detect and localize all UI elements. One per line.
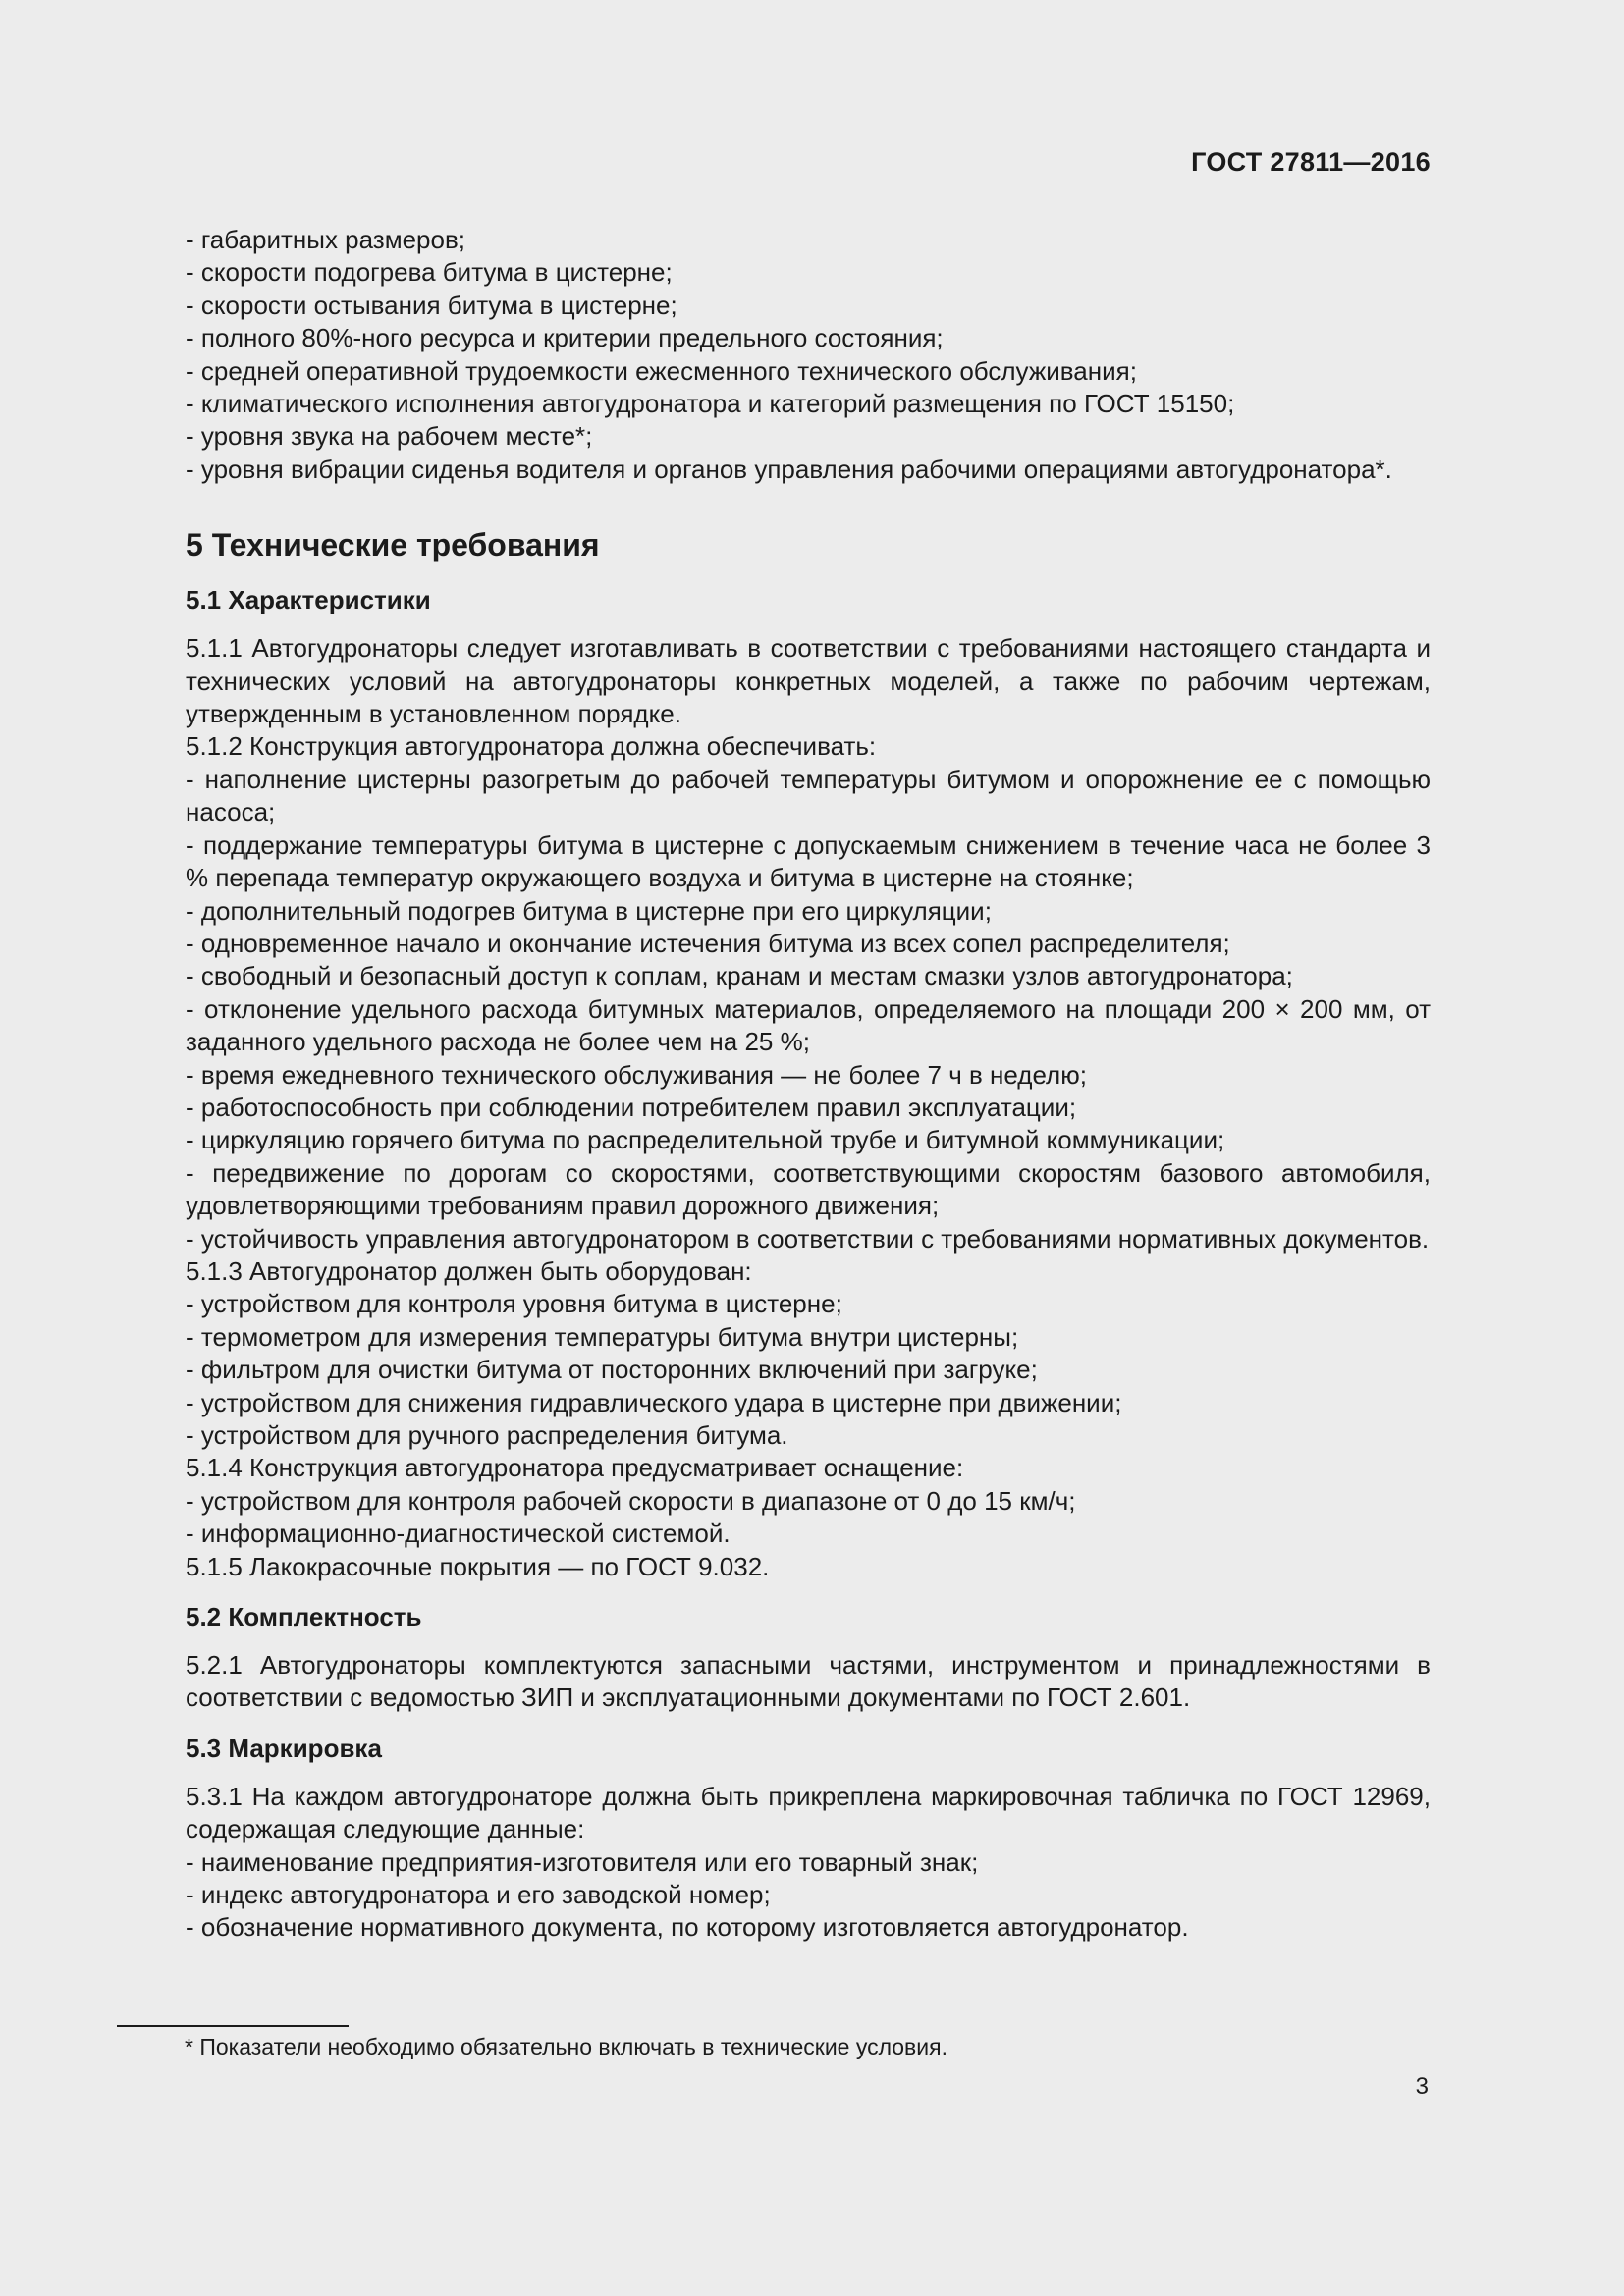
footnote: * Показатели необходимо обязательно включать в технические условия. <box>185 2034 947 2059</box>
paragraph: 5.1.5 Лакокрасочные покрытия — по ГОСТ 9.032. <box>186 1551 770 1581</box>
list-item: - термометром для измерения температуры битума внутри цистерны; <box>186 1321 1019 1352</box>
paragraph: 5.1.2 Конструкция автогудронатора должна обеспечивать: <box>186 731 877 762</box>
list-item: - устройством для ручного распределения битума. <box>186 1420 788 1450</box>
list-item: - поддержание температуры битума в цистерне с допускаемым снижением в течение часа не более 3 % перепада температур окружающего воздуха и битума в цистерне на стоянке; <box>186 829 1431 893</box>
list-item: - время ежедневного технического обслуживания — не более 7 ч в неделю; <box>186 1059 1087 1090</box>
list-item: - наименование предприятия-изготовителя или его товарный знак; <box>186 1846 979 1877</box>
paragraph: 5.1.1 Автогудронаторы следует изготавливать в соответствии с требованиями настоящего стандарта и технических условий на автогудронаторы конкретных моделей, а также по рабочим чертежам, утвержденным в установленном порядке. <box>186 633 1431 729</box>
list-item: - передвижение по дорогам со скоростями, соответствующими скоростям базового автомобиля, удовлетворяющими требованиям правил дорожного движения; <box>186 1157 1431 1221</box>
list-item: - полного 80%-ного ресурса и критерии предельного состояния; <box>186 323 944 353</box>
list-item: - отклонение удельного расхода битумных материалов, определяемого на площади 200 × 200 мм, от заданного удельного расхода не более чем на 25 %; <box>186 993 1431 1057</box>
paragraph: 5.3.1 На каждом автогудронаторе должна быть прикреплена маркировочная табличка по ГОСТ 12969, содержащая следующие данные: <box>186 1781 1431 1844</box>
subsection-heading: 5.1 Характеристики <box>186 585 431 615</box>
document-header: ГОСТ 27811—2016 <box>1191 147 1431 177</box>
subsection-heading: 5.3 Маркировка <box>186 1733 382 1763</box>
list-item: - наполнение цистерны разогретым до рабочей температуры битумом и опорожнение ее с помощью насоса; <box>186 764 1431 828</box>
list-item: - одновременное начало и окончание истечения битума из всех сопел распределителя; <box>186 928 1230 958</box>
list-item: - устройством для контроля рабочей скорости в диапазоне от 0 до 15 км/ч; <box>186 1485 1076 1516</box>
list-item: - информационно-диагностической системой. <box>186 1519 731 1549</box>
section-heading: 5 Технические требования <box>186 527 600 563</box>
list-item: - индекс автогудронатора и его заводской номер; <box>186 1880 771 1910</box>
page-number: 3 <box>1415 2073 1429 2100</box>
subsection-heading: 5.2 Комплектность <box>186 1602 422 1632</box>
list-item: - устройством для снижения гидравлического удара в цистерне при движении; <box>186 1387 1122 1417</box>
list-item: - уровня вибрации сиденья водителя и органов управления рабочими операциями автогудронатора*. <box>186 454 1392 484</box>
list-item: - уровня звука на рабочем месте*; <box>186 421 593 452</box>
list-top <box>117 224 1431 486</box>
document-body <box>117 224 1431 1945</box>
list-item: - фильтром для очистки битума от посторонних включений при загруке; <box>186 1355 1038 1385</box>
paragraph: 5.1.3 Автогудронатор должен быть оборудован: <box>186 1255 752 1286</box>
paragraph: 5.2.1 Автогудронаторы комплектуются запасными частями, инструментом и принадлежностями в соответствии с ведомостью ЗИП и эксплуатационными документами по ГОСТ 2.601. <box>186 1650 1431 1713</box>
list-item: - работоспособность при соблюдении потребителем правил эксплуатации; <box>186 1092 1077 1122</box>
footnote-divider <box>117 2025 349 2027</box>
paragraph: 5.1.4 Конструкция автогудронатора предусматривает оснащение: <box>186 1453 964 1483</box>
list-item: - скорости подогрева битума в цистерне; <box>186 257 673 288</box>
list-item: - циркуляцию горячего битума по распределительной трубе и битумной коммуникации; <box>186 1125 1225 1155</box>
list-item: - габаритных размеров; <box>186 225 466 254</box>
list-item: - дополнительный подогрев битума в цистерне при его циркуляции; <box>186 895 992 926</box>
list-item: - скорости остывания битума в цистерне; <box>186 290 677 320</box>
list-item: - обозначение нормативного документа, по которому изготовляется автогудронатор. <box>186 1912 1189 1943</box>
list-item: - устойчивость управления автогудронатором в соответствии с требованиями нормативных документов. <box>186 1223 1430 1254</box>
list-item: - устройством для контроля уровня битума в цистерне; <box>186 1289 842 1319</box>
list-item: - свободный и безопасный доступ к соплам, кранам и местам смазки узлов автогудронатора; <box>186 961 1293 991</box>
list-item: - климатического исполнения автогудронатора и категорий размещения по ГОСТ 15150; <box>186 389 1235 419</box>
list-item: - средней оперативной трудоемкости ежесменного технического обслуживания; <box>186 355 1137 386</box>
